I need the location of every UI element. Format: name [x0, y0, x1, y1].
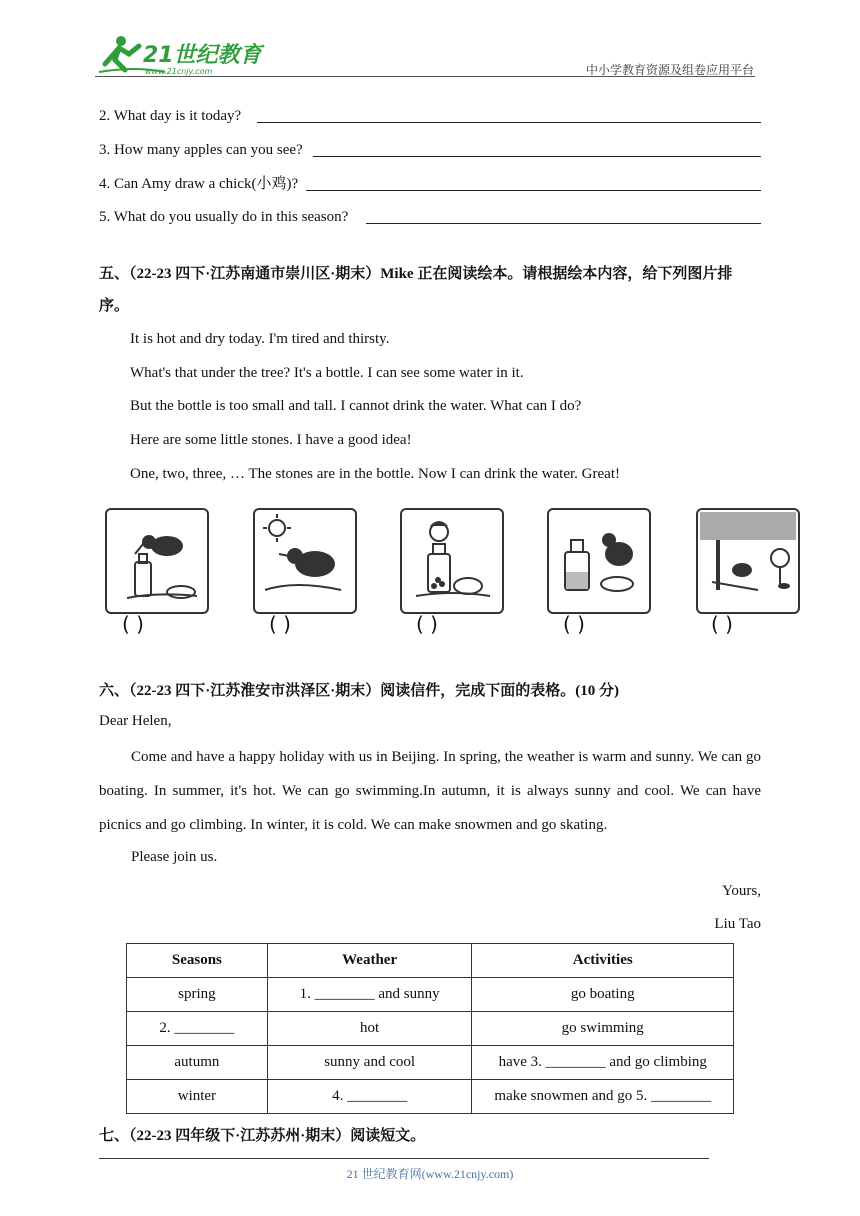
table-cell: sunny and cool	[267, 1046, 472, 1080]
table-cell: winter	[127, 1080, 268, 1114]
footer-divider	[99, 1158, 709, 1159]
table-cell[interactable]: 1. ________ and sunny	[267, 978, 472, 1012]
answer-paren[interactable]: ( )	[711, 612, 733, 636]
answer-blank[interactable]	[313, 156, 761, 157]
table-cell: go swimming	[472, 1012, 734, 1046]
table-cell[interactable]: have 3. ________ and go climbing	[472, 1046, 734, 1080]
letter-signature: Liu Tao	[714, 916, 761, 932]
table-header: Activities	[472, 944, 734, 978]
letter-body: Come and have a happy holiday with us in Beijing. In spring, the weather is warm and sunny. We can go boating. In summer, it's hot. We can go swimming.In autumn, it is always sunny and cool. We can have picnics and go climbing. In winter, it is cold. We can make snowmen and go skating.	[99, 749, 761, 833]
table-row	[127, 1012, 734, 1046]
table-row	[127, 1080, 734, 1114]
answer-paren[interactable]: ( )	[563, 612, 585, 636]
picture-crow-drinking	[105, 508, 209, 614]
picture-crow-under-tree	[696, 508, 800, 614]
table-header: Weather	[267, 944, 472, 978]
table-header: Seasons	[127, 944, 268, 978]
table-row	[127, 1046, 734, 1080]
table-cell: hot	[267, 1012, 472, 1046]
letter-closing: Please join us.	[131, 849, 218, 865]
platform-name: 中小学教育资源及组卷应用平台	[585, 63, 754, 77]
section-6-title: 六、（22-23 四下·江苏淮安市洪泽区·期末）阅读信件，完成下面的表格。(10 分)	[99, 683, 619, 699]
picture-crow-beside-bottle	[547, 508, 651, 614]
table-cell[interactable]: make snowmen and go 5. ________	[472, 1080, 734, 1114]
section-7-title: 七、（22-23 四年级下·江苏苏州·期末）阅读短文。	[99, 1128, 426, 1144]
season-table	[126, 943, 734, 1114]
section-5-title: 五、（22-23 四下·江苏南通市崇川区·期末）Mike 正在阅读绘本。请根据绘本内容，给下列图片排序。	[99, 266, 733, 314]
table-row	[127, 978, 734, 1012]
question-text: 5. What do you usually do in this season?	[99, 209, 349, 225]
logo-url: www.21cnjy.com	[145, 67, 213, 76]
answer-blank[interactable]	[366, 223, 761, 224]
story-line: One, two, three, … The stones are in the bottle. Now I can drink the water. Great!	[130, 466, 620, 482]
table-cell[interactable]: 4. ________	[267, 1080, 472, 1114]
answer-blank[interactable]	[306, 190, 761, 191]
table-cell: go boating	[472, 978, 734, 1012]
site-logo	[95, 34, 265, 78]
answer-paren[interactable]: ( )	[416, 612, 438, 636]
answer-blank[interactable]	[257, 122, 761, 123]
table-cell: spring	[127, 978, 268, 1012]
story-line: But the bottle is too small and tall. I cannot drink the water. What can I do?	[130, 398, 582, 414]
letter-greeting: Dear Helen,	[99, 713, 172, 729]
header-divider	[95, 76, 755, 77]
answer-paren[interactable]: ( )	[122, 612, 144, 636]
table-cell: autumn	[127, 1046, 268, 1080]
question-row	[99, 171, 761, 193]
picture-bottle-with-stones	[400, 508, 504, 614]
question-row	[99, 204, 761, 226]
picture-crow-under-sun	[253, 508, 357, 614]
question-text: 4. Can Amy draw a chick(小鸡)?	[99, 176, 299, 192]
answer-paren[interactable]: ( )	[269, 612, 291, 636]
question-text: 3. How many apples can you see?	[99, 142, 303, 158]
question-text: 2. What day is it today?	[99, 108, 242, 124]
question-row	[99, 103, 761, 125]
question-row	[99, 137, 761, 159]
logo-wordmark: 21世纪教育	[143, 43, 262, 68]
footer-text[interactable]: 21 世纪教育网(www.21cnjy.com)	[346, 1167, 514, 1181]
table-header-row	[127, 944, 734, 978]
story-line: What's that under the tree? It's a bottle. I can see some water in it.	[130, 365, 524, 381]
table-cell[interactable]: 2. ________	[127, 1012, 268, 1046]
letter-sign-off: Yours,	[722, 883, 761, 899]
story-line: It is hot and dry today. I'm tired and thirsty.	[130, 331, 390, 347]
story-line: Here are some little stones. I have a good idea!	[130, 432, 412, 448]
